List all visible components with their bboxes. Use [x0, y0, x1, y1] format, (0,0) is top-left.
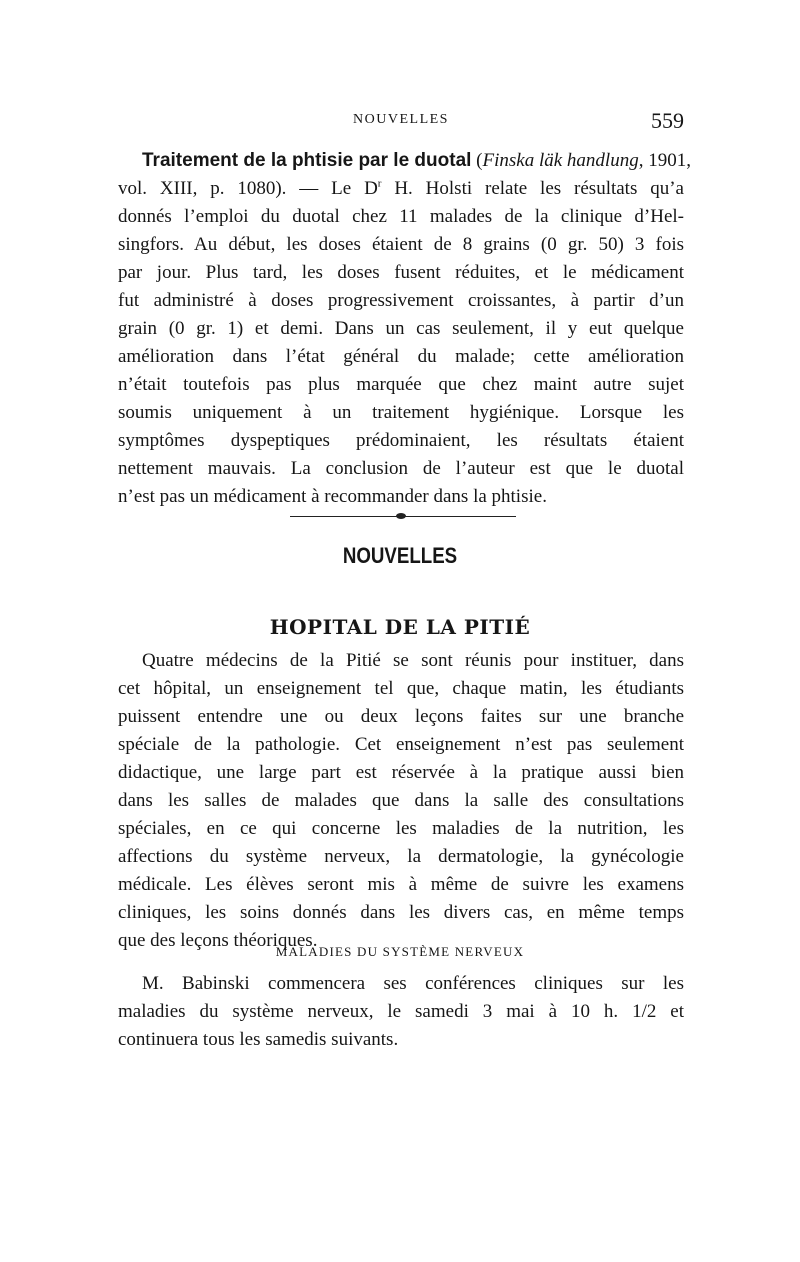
abstract-title: Traitement de la phtisie par le duotal — [142, 150, 472, 171]
abstract-line: donnés l’emploi du duotal chez 11 malades de la clinique d’Hel- — [118, 206, 684, 227]
superscript: r — [377, 177, 382, 190]
subsection-heading: MALADIES DU SYSTÈME NERVEUX — [275, 944, 525, 959]
paragraph-line: affections du système nerveux, la dermatologie, la gynécologie — [118, 846, 684, 867]
abstract-line — [118, 147, 691, 175]
citation-open: ( — [471, 150, 483, 171]
abstract-line — [118, 175, 684, 203]
abstract-paragraph — [118, 147, 691, 511]
abstract-line: n’était toutefois pas plus marquée que chez maint autre sujet — [118, 374, 684, 395]
divider-ornament — [396, 513, 406, 519]
paragraph-line: spéciales, en ce qui concerne les maladies de la nutrition, les — [118, 818, 684, 839]
paragraph-line: continuera tous les samedis suivants. — [118, 1029, 399, 1050]
babinski-paragraph — [118, 970, 684, 1054]
section-title: NOUVELLES — [342, 543, 458, 568]
abstract-line-text: H. Holsti relate les résultats qu’a — [381, 178, 684, 199]
abstract-line: fut administré à doses progressivement croissantes, à partir d’un — [118, 290, 684, 311]
abstract-line: par jour. Plus tard, les doses fusent réduites, et le médicament — [118, 262, 684, 283]
paragraph-line: spéciale de la pathologie. Cet enseignement n’est pas seulement — [118, 734, 684, 755]
paragraph-line: Quatre médecins de la Pitié se sont réunis pour instituer, dans — [142, 650, 684, 671]
page-number: 559 — [651, 108, 684, 133]
abstract-line-text: vol. XIII, p. 1080). — Le D — [118, 178, 378, 199]
paragraph-line: didactique, une large part est réservée à la pratique aussi bien — [118, 762, 684, 783]
abstract-line: soumis uniquement à un traitement hygiénique. Lorsque les — [118, 402, 684, 423]
paragraph-line: que des leçons théoriques. — [118, 930, 318, 951]
abstract-line: grain (0 gr. 1) et demi. Dans un cas seulement, il y eut quelque — [118, 318, 684, 339]
citation-year: , 1901, — [638, 150, 691, 171]
paragraph-line: cliniques, les soins donnés dans les divers cas, en même temps — [118, 902, 684, 923]
section-divider — [290, 513, 516, 521]
abstract-line: nettement mauvais. La conclusion de l’auteur est que le duotal — [118, 458, 684, 479]
abstract-line: n’est pas un médicament à recommander dans la phtisie. — [118, 486, 547, 507]
running-header — [118, 108, 684, 136]
paragraph-line: M. Babinski commencera ses conférences cliniques sur les — [142, 973, 684, 994]
paragraph-line: dans les salles de malades que dans la salle des consultations — [118, 790, 684, 811]
paragraph-line: maladies du système nerveux, le samedi 3 mai à 10 h. 1/2 et — [118, 1001, 684, 1022]
paragraph-line: cet hôpital, un enseignement tel que, chaque matin, les étudiants — [118, 678, 684, 699]
announcement-paragraph — [118, 647, 684, 955]
journal-name: Finska läk handlung — [482, 150, 639, 171]
section-subtitle: HOPITAL DE LA PITIÉ — [269, 615, 531, 639]
paragraph-line: médicale. Les élèves seront mis à même de suivre les examens — [118, 874, 684, 895]
running-title: NOUVELLES — [353, 112, 449, 127]
abstract-line: singfors. Au début, les doses étaient de 8 grains (0 gr. 50) 3 fois — [118, 234, 684, 255]
abstract-line: amélioration dans l’état général du malade; cette amélioration — [118, 346, 684, 367]
abstract-line: symptômes dyspeptiques prédominaient, les résultats étaient — [118, 430, 684, 451]
paragraph-line: puissent entendre une ou deux leçons faites sur une branche — [118, 706, 684, 727]
